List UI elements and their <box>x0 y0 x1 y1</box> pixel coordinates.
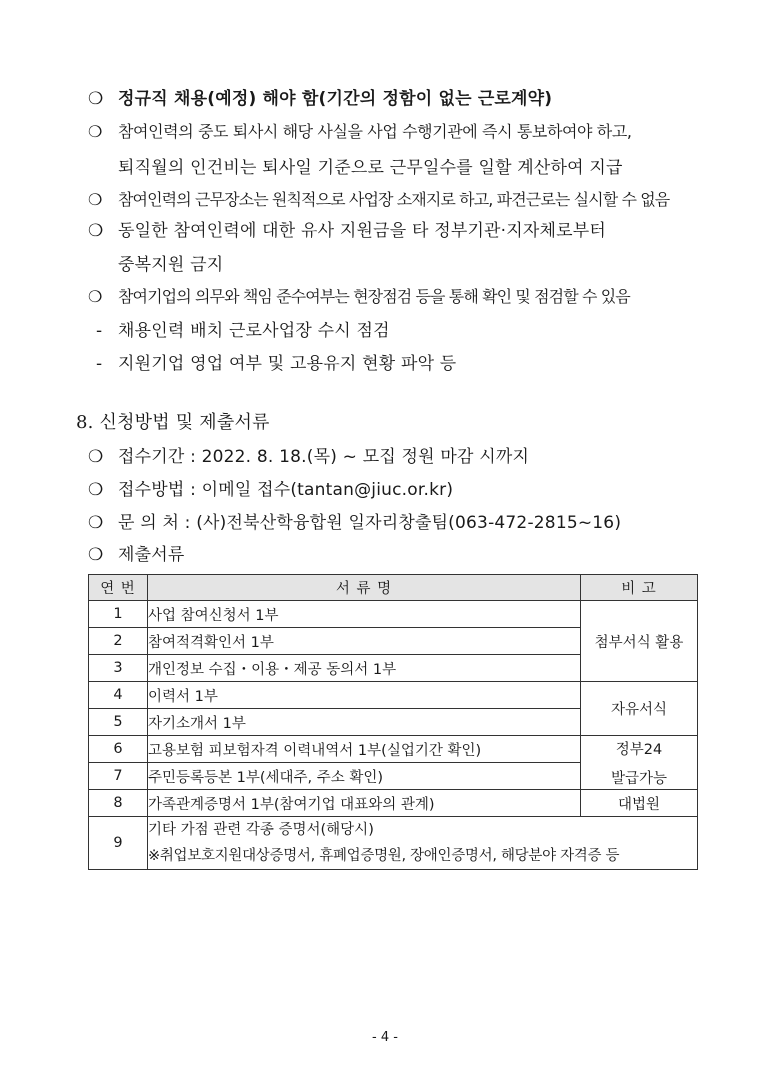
documents-table <box>88 574 698 870</box>
bullet-symbol: ❍ <box>88 287 102 306</box>
bullet-text: 문 의 처 : (사)전북산학융합원 일자리창출팀(063-472-2815~16) <box>118 513 622 533</box>
bullet-text: 참여기업의 의무와 책임 준수여부는 현장점검 등을 통해 확인 및 점검할 수 있음 <box>118 287 630 306</box>
row-remark: 첨부서식 활용 <box>581 601 698 682</box>
remark-line: 발급가능 <box>610 770 668 787</box>
section-heading: 8. 신청방법 및 제출서류 <box>76 412 270 433</box>
table-row <box>89 817 698 870</box>
bullet-symbol: ❍ <box>88 447 104 467</box>
row-document-name: 고용보험 피보험자격 이력내역서 1부(실업기간 확인) <box>148 736 581 763</box>
section-item <box>88 442 529 467</box>
row-number: 1 <box>89 601 148 628</box>
row-document-name: 참여적격확인서 1부 <box>148 628 581 655</box>
section-item <box>88 508 621 533</box>
dash-symbol: - <box>96 321 103 341</box>
row-remark <box>581 736 698 790</box>
header-remarks: 비 고 <box>581 575 698 601</box>
sub-item <box>96 349 456 374</box>
row-number: 8 <box>89 790 148 817</box>
row-number: 3 <box>89 655 148 682</box>
row-document-name: 주민등록등본 1부(세대주, 주소 확인) <box>148 763 581 790</box>
row-document-line: 기타 가점 관련 각종 증명서(해당시) <box>148 822 374 838</box>
table-row <box>89 682 698 709</box>
table-row <box>89 736 698 763</box>
bullet-item <box>88 84 552 109</box>
bullet-text: 참여인력의 근무장소는 원칙적으로 사업장 소재지로 하고, 파견근로는 실시할 수 없음 <box>118 190 670 209</box>
bullet-item <box>88 187 669 210</box>
bullet-item <box>88 119 632 142</box>
bullet-symbol: ❍ <box>88 221 104 241</box>
bullet-text: 제출서류 <box>118 545 185 565</box>
bullet-continuation: 중복지원 금지 <box>118 255 224 275</box>
header-number: 연 번 <box>89 575 148 601</box>
remark-line: 정부24 <box>615 741 663 758</box>
section-item <box>88 540 185 565</box>
row-number: 5 <box>89 709 148 736</box>
bullet-item <box>88 284 630 307</box>
bullet-text: 동일한 참여인력에 대한 유사 지원금을 타 정부기관·지자체로부터 <box>118 221 607 241</box>
bullet-text: 참여인력의 중도 퇴사시 해당 사실을 사업 수행기관에 즉시 통보하여야 하고, <box>118 122 632 141</box>
bullet-item <box>88 216 606 241</box>
bullet-text: 접수방법 : 이메일 접수(tantan@jiuc.or.kr) <box>118 480 454 500</box>
row-remark: 대법원 <box>581 790 698 817</box>
bullet-symbol: ❍ <box>88 190 102 209</box>
row-document-name: 사업 참여신청서 1부 <box>148 601 581 628</box>
bullet-symbol: ❍ <box>88 513 104 533</box>
row-document-note: ※취업보호지원대상증명서, 휴폐업증명원, 장애인증명서, 해당분야 자격증 등 <box>148 848 620 864</box>
sub-item-text: 지원기업 영업 여부 및 고용유지 현황 파악 등 <box>118 354 457 374</box>
bullet-continuation: 퇴직월의 인건비는 퇴사일 기준으로 근무일수를 일할 계산하여 지급 <box>118 158 623 178</box>
bullet-symbol: ❍ <box>88 122 102 141</box>
row-document-name: 이력서 1부 <box>148 682 581 709</box>
row-document-name: 가족관계증명서 1부(참여기업 대표와의 관계) <box>148 790 581 817</box>
row-document-name: 개인정보 수집・이용・제공 동의서 1부 <box>148 655 581 682</box>
row-document-name <box>148 817 698 870</box>
table-row <box>89 601 698 628</box>
page-number: - 4 - <box>372 1030 398 1045</box>
row-remark: 자유서식 <box>581 682 698 736</box>
sub-item-text: 채용인력 배치 근로사업장 수시 점검 <box>118 321 390 341</box>
bullet-symbol: ❍ <box>88 89 104 109</box>
header-document-name: 서 류 명 <box>148 575 581 601</box>
table-header-row <box>89 575 698 601</box>
bullet-symbol: ❍ <box>88 545 104 565</box>
bullet-text: 정규직 채용(예정) 해야 함(기간의 정함이 없는 근로계약) <box>118 89 553 109</box>
row-number: 6 <box>89 736 148 763</box>
section-item <box>88 475 453 500</box>
row-number: 7 <box>89 763 148 790</box>
row-number: 2 <box>89 628 148 655</box>
bullet-text: 접수기간 : 2022. 8. 18.(목) ~ 모집 정원 마감 시까지 <box>118 447 530 467</box>
dash-symbol: - <box>96 354 103 374</box>
bullet-symbol: ❍ <box>88 480 104 500</box>
row-number: 4 <box>89 682 148 709</box>
table-row <box>89 790 698 817</box>
sub-item <box>96 316 390 341</box>
row-document-name: 자기소개서 1부 <box>148 709 581 736</box>
row-number: 9 <box>89 817 148 870</box>
